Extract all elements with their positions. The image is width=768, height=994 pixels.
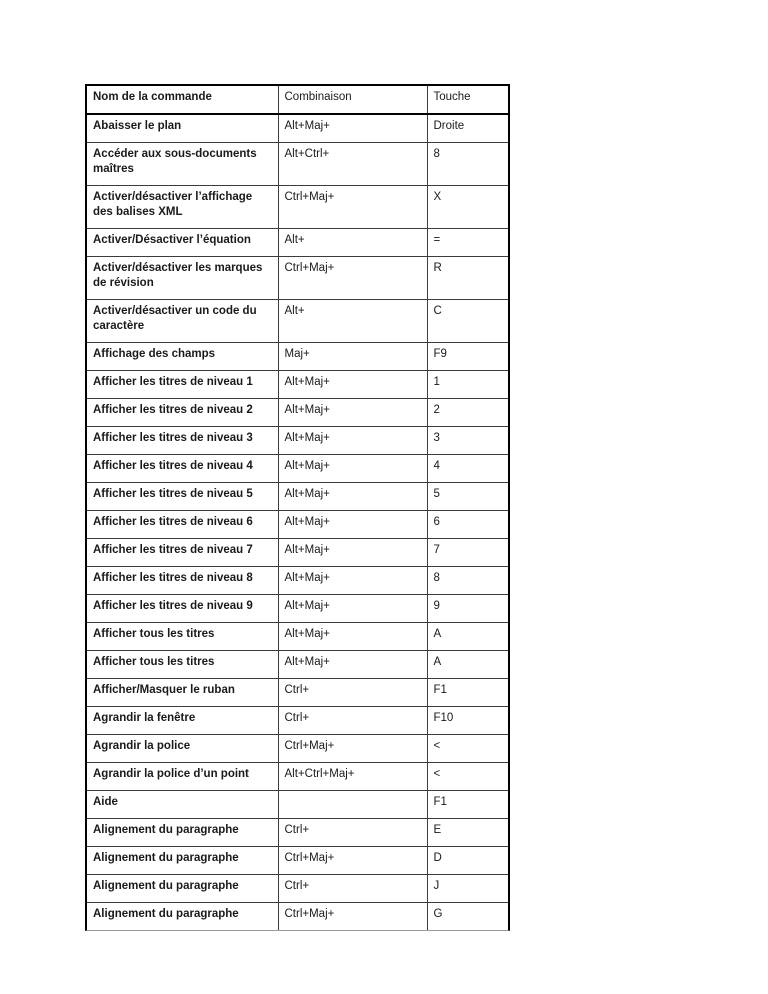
table-row	[87, 427, 508, 455]
cell-key: D	[427, 847, 508, 875]
table-row	[87, 707, 508, 735]
cell-key: G	[427, 903, 508, 931]
cell-command-name: Afficher les titres de niveau 3	[87, 427, 278, 455]
cell-combination: Alt+Maj+	[278, 114, 427, 143]
cell-command-name: Afficher/Masquer le ruban	[87, 679, 278, 707]
table-row	[87, 399, 508, 427]
table-header	[87, 86, 508, 114]
cell-key: A	[427, 651, 508, 679]
cell-key: F9	[427, 343, 508, 371]
shortcuts-table-frame	[85, 84, 510, 931]
cell-command-name: Afficher les titres de niveau 4	[87, 455, 278, 483]
table-row	[87, 651, 508, 679]
table-row	[87, 300, 508, 343]
table-row	[87, 819, 508, 847]
cell-combination: Alt+Maj+	[278, 567, 427, 595]
table-row	[87, 229, 508, 257]
table-row	[87, 186, 508, 229]
cell-command-name: Afficher les titres de niveau 2	[87, 399, 278, 427]
cell-combination: Alt+Maj+	[278, 371, 427, 399]
cell-command-name: Accéder aux sous-documents maîtres	[87, 143, 278, 186]
cell-combination: Maj+	[278, 343, 427, 371]
cell-command-name: Affichage des champs	[87, 343, 278, 371]
table-row	[87, 847, 508, 875]
cell-combination: Alt+Maj+	[278, 539, 427, 567]
cell-command-name: Agrandir la fenêtre	[87, 707, 278, 735]
cell-key: <	[427, 763, 508, 791]
cell-key: 8	[427, 143, 508, 186]
table-row	[87, 455, 508, 483]
cell-command-name: Afficher les titres de niveau 5	[87, 483, 278, 511]
cell-command-name: Activer/désactiver l’affichage des balises XML	[87, 186, 278, 229]
cell-key: 3	[427, 427, 508, 455]
cell-command-name: Abaisser le plan	[87, 114, 278, 143]
table-row	[87, 257, 508, 300]
cell-combination: Ctrl+Maj+	[278, 257, 427, 300]
cell-combination: Alt+Maj+	[278, 399, 427, 427]
header-key: Touche	[427, 86, 508, 114]
cell-combination: Alt+Ctrl+Maj+	[278, 763, 427, 791]
table-row	[87, 143, 508, 186]
cell-key: 9	[427, 595, 508, 623]
cell-combination: Alt+Maj+	[278, 483, 427, 511]
table-row	[87, 539, 508, 567]
cell-key: 1	[427, 371, 508, 399]
table-row	[87, 511, 508, 539]
cell-key: E	[427, 819, 508, 847]
cell-combination: Ctrl+	[278, 707, 427, 735]
cell-combination: Ctrl+Maj+	[278, 186, 427, 229]
cell-key: X	[427, 186, 508, 229]
table-row	[87, 791, 508, 819]
cell-combination: Alt+Maj+	[278, 511, 427, 539]
header-row	[87, 86, 508, 114]
cell-command-name: Afficher les titres de niveau 9	[87, 595, 278, 623]
cell-command-name: Afficher tous les titres	[87, 623, 278, 651]
cell-combination: Ctrl+	[278, 819, 427, 847]
cell-key: 4	[427, 455, 508, 483]
cell-combination: Ctrl+Maj+	[278, 903, 427, 931]
header-command-name: Nom de la commande	[87, 86, 278, 114]
cell-command-name: Alignement du paragraphe	[87, 819, 278, 847]
cell-key: 2	[427, 399, 508, 427]
cell-key: A	[427, 623, 508, 651]
table-row	[87, 875, 508, 903]
cell-command-name: Alignement du paragraphe	[87, 847, 278, 875]
table-row	[87, 903, 508, 931]
table-row	[87, 735, 508, 763]
table-row	[87, 763, 508, 791]
cell-key: =	[427, 229, 508, 257]
cell-command-name: Activer/désactiver un code du caractère	[87, 300, 278, 343]
cell-command-name: Alignement du paragraphe	[87, 875, 278, 903]
cell-key: R	[427, 257, 508, 300]
cell-key: 5	[427, 483, 508, 511]
cell-key: F10	[427, 707, 508, 735]
cell-combination: Alt+	[278, 229, 427, 257]
cell-combination: Ctrl+	[278, 679, 427, 707]
cell-key: 8	[427, 567, 508, 595]
cell-key: <	[427, 735, 508, 763]
cell-key: J	[427, 875, 508, 903]
table-row	[87, 483, 508, 511]
cell-command-name: Afficher tous les titres	[87, 651, 278, 679]
cell-command-name: Afficher les titres de niveau 1	[87, 371, 278, 399]
cell-combination: Ctrl+Maj+	[278, 735, 427, 763]
cell-key: F1	[427, 679, 508, 707]
cell-command-name: Afficher les titres de niveau 6	[87, 511, 278, 539]
cell-key: C	[427, 300, 508, 343]
table-row	[87, 371, 508, 399]
cell-command-name: Activer/désactiver les marques de révision	[87, 257, 278, 300]
cell-command-name: Alignement du paragraphe	[87, 903, 278, 931]
table-row	[87, 567, 508, 595]
cell-combination: Alt+Maj+	[278, 651, 427, 679]
cell-combination: Ctrl+	[278, 875, 427, 903]
cell-command-name: Agrandir la police	[87, 735, 278, 763]
cell-command-name: Afficher les titres de niveau 7	[87, 539, 278, 567]
shortcuts-table	[87, 86, 508, 930]
cell-key: 6	[427, 511, 508, 539]
cell-command-name: Afficher les titres de niveau 8	[87, 567, 278, 595]
cell-key: Droite	[427, 114, 508, 143]
table-row	[87, 343, 508, 371]
cell-command-name: Aide	[87, 791, 278, 819]
cell-key: F1	[427, 791, 508, 819]
cell-combination: Alt+	[278, 300, 427, 343]
table-body	[87, 114, 508, 930]
cell-combination: Alt+Maj+	[278, 427, 427, 455]
cell-key: 7	[427, 539, 508, 567]
header-combination: Combinaison	[278, 86, 427, 114]
cell-combination: Alt+Maj+	[278, 595, 427, 623]
cell-combination: Alt+Maj+	[278, 455, 427, 483]
cell-combination: Ctrl+Maj+	[278, 847, 427, 875]
table-row	[87, 623, 508, 651]
cell-combination: Alt+Maj+	[278, 623, 427, 651]
cell-combination	[278, 791, 427, 819]
cell-command-name: Activer/Désactiver l’équation	[87, 229, 278, 257]
table-row	[87, 679, 508, 707]
table-row	[87, 595, 508, 623]
cell-command-name: Agrandir la police d’un point	[87, 763, 278, 791]
table-row	[87, 114, 508, 143]
cell-combination: Alt+Ctrl+	[278, 143, 427, 186]
